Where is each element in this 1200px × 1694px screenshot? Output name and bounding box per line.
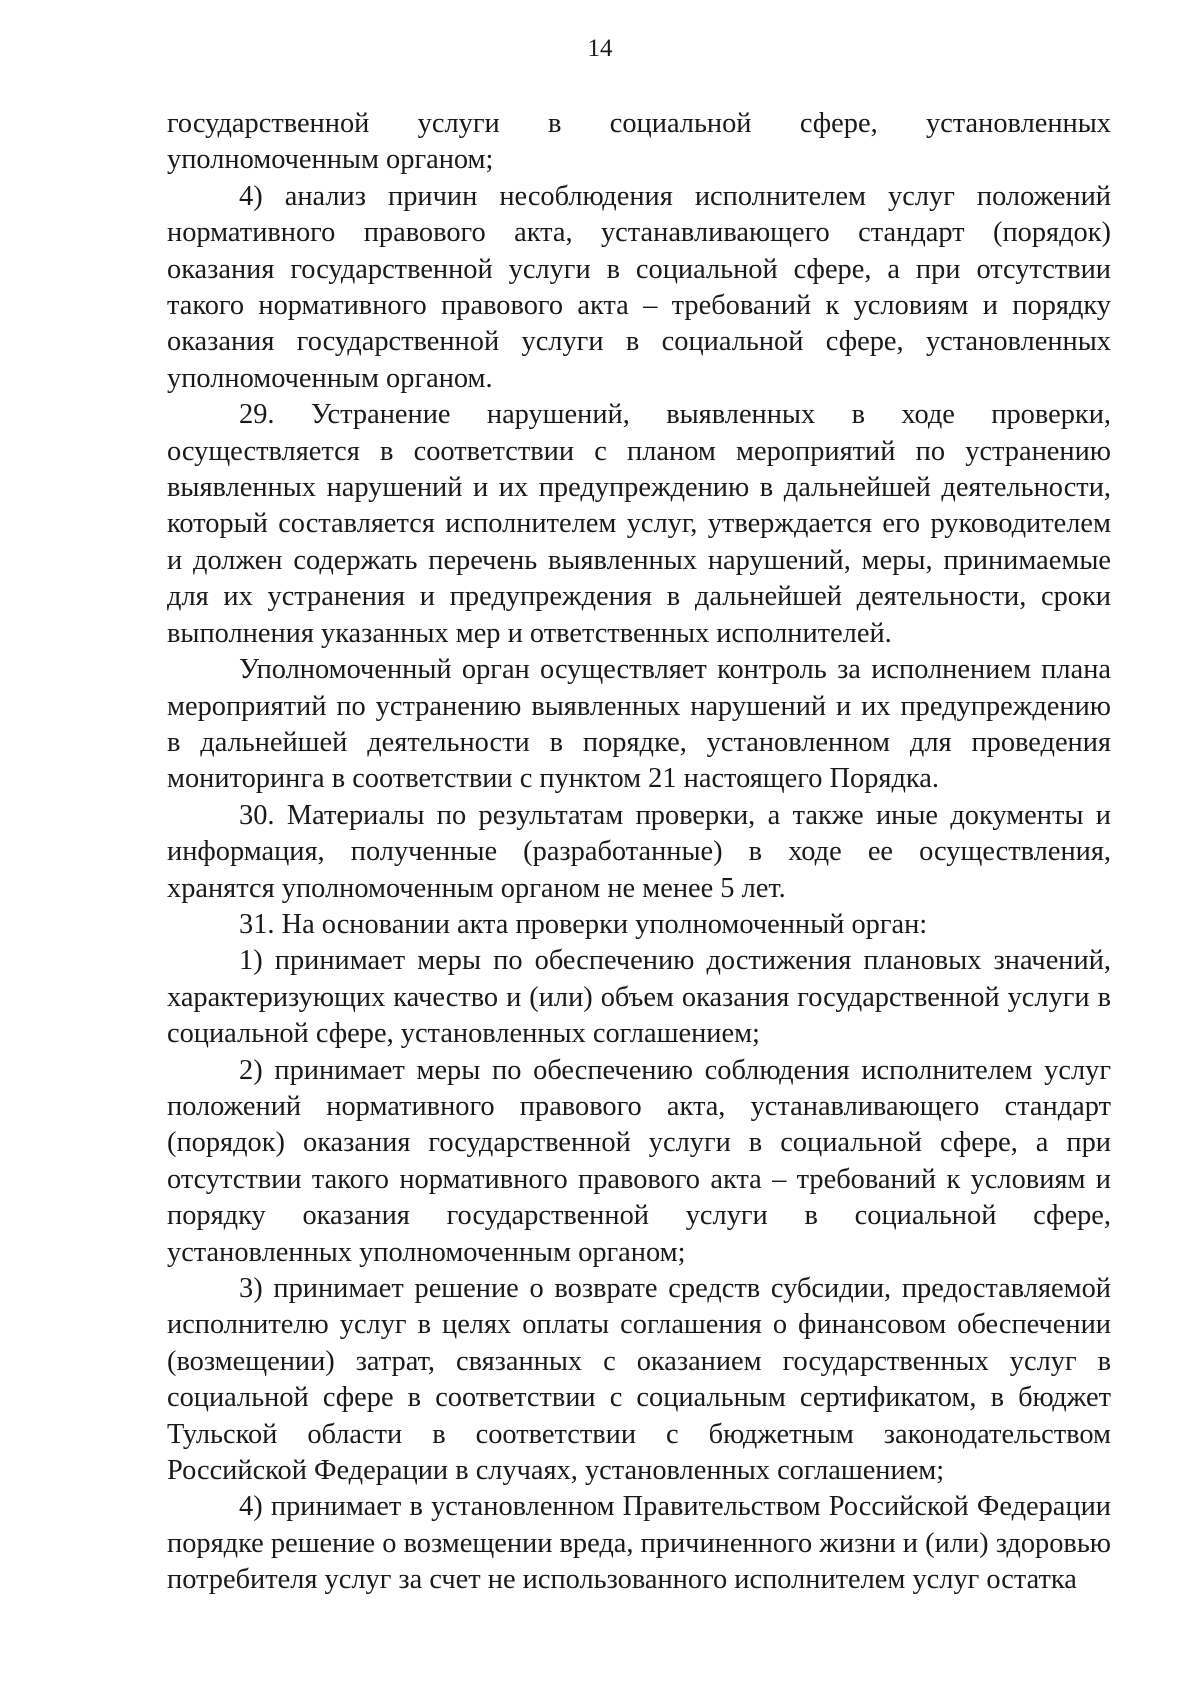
paragraph-clause-31-item-2: 2) принимает меры по обеспечению соблюдения исполнителем услуг положений нормативного правового акта, устанавливающего стандарт (порядок) оказания государственной услуги в социальной сфере, а при отсутствии такого нормативного правового акта – требований к условиям и порядку оказания государственной услуги в социальной сфере, установленных уполномоченным органом; <box>167 1054 1111 1268</box>
paragraph-clause-31-item-4: 4) принимает в установленном Правительством Российской Федерации порядке решение о возмещении вреда, причиненного жизни и (или) здоровью потребителя услуг за счет не использованного исполнителем услуг остатка <box>167 1491 1111 1596</box>
paragraph-clause-31: 31. На основании акта проверки уполномоченный орган: <box>239 908 928 940</box>
paragraph-continuation: государственной услуги в социальной сфере, установленных уполномоченным органом; <box>167 108 1111 176</box>
paragraph-control-plan: Уполномоченный орган осуществляет контроль за исполнением плана мероприятий по устранению выявленных нарушений и их предупреждению в дальнейшей деятельности в порядке, установленном для проведения мониторинга в соответствии с пунктом 21 настоящего Порядка. <box>167 654 1111 795</box>
page-number: 14 <box>587 35 613 62</box>
paragraph-clause-31-item-3: 3) принимает решение о возврате средств субсидии, предоставляемой исполнителю услуг в целях оплаты соглашения о финансовом обеспечении (возмещении) затрат, связанных с оказанием государственных услуг в социальной сфере в соответствии с социальным сертификатом, в бюджет Тульской области в соответствии с бюджетным законодательством Российской Федерации в случаях, установленных соглашением; <box>167 1273 1111 1487</box>
paragraph-item-4-analysis: 4) анализ причин несоблюдения исполнителем услуг положений нормативного правового акта, устанавливающего стандарт (порядок) оказания государственной услуги в социальной сфере, а при отсутствии такого нормативного правового акта – требований к условиям и порядку оказания государственной услуги в социальной сфере, установленных уполномоченным органом. <box>167 180 1111 394</box>
paragraph-clause-31-item-1: 1) принимает меры по обеспечению достижения плановых значений, характеризующих качество и (или) объем оказания государственной услуги в социальной сфере, установленных соглашением; <box>167 945 1111 1050</box>
paragraph-clause-30: 30. Материалы по результатам проверки, а также иные документы и информация, полученные (разработанные) в ходе ее осуществления, хранятся уполномоченным органом не менее 5 лет. <box>167 799 1111 904</box>
paragraph-clause-29: 29. Устранение нарушений, выявленных в ходе проверки, осуществляется в соответствии с планом мероприятий по устранению выявленных нарушений и их предупреждению в дальнейшей деятельности, который составляется исполнителем услуг, утверждается его руководителем и должен содержать перечень выявленных нарушений, меры, принимаемые для их устранения и предупреждения в дальнейшей деятельности, сроки выполнения указанных мер и ответственных исполнителей. <box>167 399 1111 649</box>
document-body <box>167 106 1111 1599</box>
